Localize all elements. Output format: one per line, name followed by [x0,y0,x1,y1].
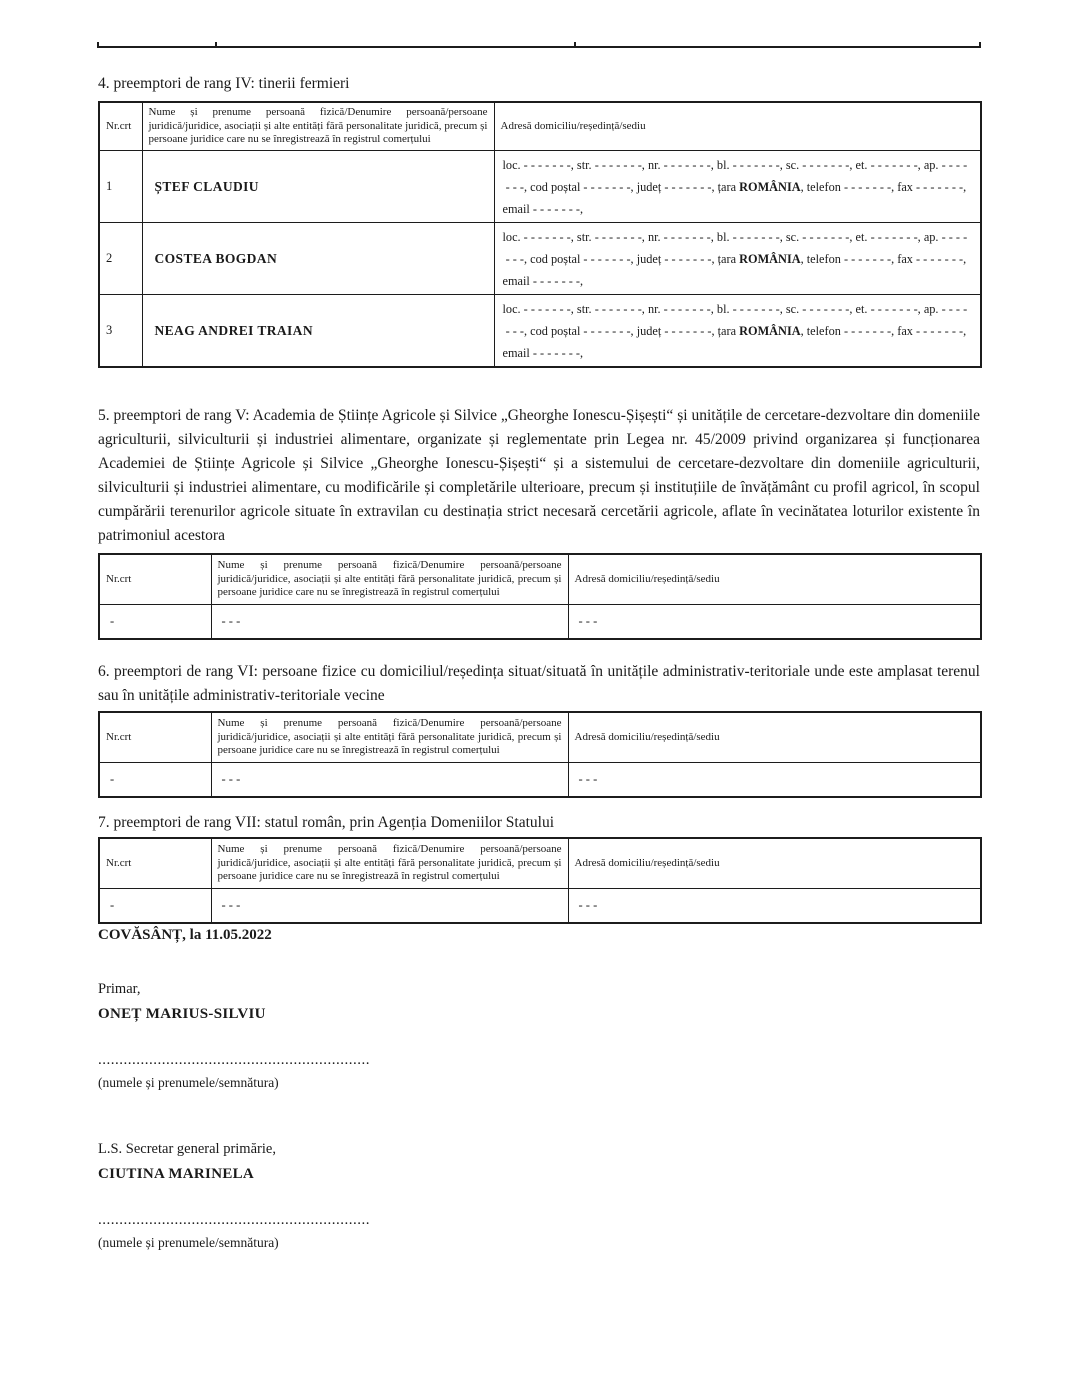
table-border-tick [215,42,217,48]
preemptor-name: - - - [211,889,568,924]
rank6-preemptors-table [98,711,982,798]
col-header-name: Nume și prenume persoană fizică/Denumire persoană/persoane juridică/juridice, asociații și alte entități fără personalitate juridică, precum și persoane juridice care nu se înregistrează în registrul comerțului [211,554,568,605]
mayor-signature-block [98,977,980,1093]
secretary-title: L.S. Secretar general primărie, [98,1141,276,1157]
col-header-address: Adresă domiciliu/reședință/sediu [568,838,981,889]
mayor-name: ONEȚ MARIUS-SILVIU [98,1006,266,1022]
section-6-heading: 6. preemptori de rang VI: persoane fizice cu domiciliul/reședința situat/situată în unitățile administrativ-teritoriale unde este amplasat terenul sau în unitățile administrativ-teritoriale vecine [98,663,980,704]
table-border-tick [979,42,981,48]
table-header-row [99,838,981,889]
col-header-nr: Nr.crt [99,554,211,605]
table-row [99,763,981,798]
section-4-heading: 4. preemptori de rang IV: tinerii fermieri [98,75,350,92]
table-row [99,295,981,368]
table-row [99,223,981,295]
rank5-preemptors-table [98,553,982,640]
address-country: ROMÂNIA [739,179,801,194]
preemptor-name: NEAG ANDREI TRAIAN [142,295,494,368]
section-5-heading: 5. preemptori de rang V: Academia de Științe Agricole și Silvice „Gheorghe Ionescu-Șișești“ și unitățile de cercetare-dezvoltare din domeniile agriculturii, silviculturii și industriei alimentare, organizate și reglementate prin Legea nr. 45/2009 privind organizarea și funcționarea Academiei de Științe Agricole și Silvice „Gheorghe Ionescu-Șișești“ și a sistemului de cercetare-dezvoltare din domeniile agriculturii, silviculturii și industriei alimentare, cu modificările și completările ulterioare, precum și instituțiile de învățământ cu profil agricol, în scopul cumpărării terenurilor agricole situate în extravilan cu destinația strict necesară cercetării agricole, aflate în vecinătatea loturilor existente în patrimoniul acestora [98,407,980,544]
address-country: ROMÂNIA [739,323,801,338]
preemptor-name: ȘTEF CLAUDIU [142,151,494,223]
col-header-name: Nume și prenume persoană fizică/Denumire persoană/persoane juridică/juridice, asociații și alte entități fără personalitate juridică, precum și persoane juridice care nu se înregistrează în registrul comerțului [211,838,568,889]
col-header-name: Nume și prenume persoană fizică/Denumire persoană/persoane juridică/juridice, asociații și alte entități fără personalitate juridică, precum și persoane juridice care nu se înregistrează în registrul comerțului [211,712,568,763]
secretary-signature-block [98,1137,980,1253]
col-header-address: Adresă domiciliu/reședință/sediu [568,712,981,763]
address-after-country: , telefon - - - - - - -, fax - - - - - - -, email - - - - - - -, [502,179,967,216]
table-row [99,151,981,223]
row-number: 1 [99,151,142,223]
col-header-nr: Nr.crt [99,712,211,763]
preemptor-address [494,295,981,368]
col-header-name: Nume și prenume persoană fizică/Denumire persoană/persoane juridică/juridice, asociații și alte entități fără personalitate juridică, precum și persoane juridice care nu se înregistrează în registrul comerțului [142,102,494,151]
preemptor-address: - - - [568,605,981,640]
col-header-nr: Nr.crt [99,102,142,151]
signature-line: ................................................................ [98,1212,370,1228]
document-content [98,74,980,1253]
row-number: - [99,605,211,640]
address-before-country: loc. - - - - - - -, str. - - - - - - -, nr. - - - - - - -, bl. - - - - - - -, sc. - - - - - - -, et. - - - - - - -, ap. - - - - - - -, cod poștal - - - - - - -, județ - - - - - - -, țara [502,157,968,194]
col-header-address: Adresă domiciliu/reședință/sediu [568,554,981,605]
col-header-nr: Nr.crt [99,838,211,889]
signature-footer [98,924,980,1253]
row-number: - [99,763,211,798]
preemptor-address: - - - [568,889,981,924]
table-header-row [99,712,981,763]
row-number: 2 [99,223,142,295]
signature-caption: (numele și prenumele/semnătura) [98,1075,279,1090]
table-row [99,889,981,924]
table-border-tick [97,42,99,48]
address-country: ROMÂNIA [739,251,801,266]
previous-table-bottom-border [97,46,981,48]
table-header-row [99,102,981,151]
address-after-country: , telefon - - - - - - -, fax - - - - - - -, email - - - - - - -, [502,251,967,288]
table-row [99,605,981,640]
mayor-title: Primar, [98,981,141,997]
rank7-preemptors-table [98,837,982,924]
address-after-country: , telefon - - - - - - -, fax - - - - - - -, email - - - - - - -, [502,323,967,360]
preemptor-address [494,223,981,295]
rank4-preemptors-table [98,101,982,368]
address-before-country: loc. - - - - - - -, str. - - - - - - -, nr. - - - - - - -, bl. - - - - - - -, sc. - - - - - - -, et. - - - - - - -, ap. - - - - - - -, cod poștal - - - - - - -, județ - - - - - - -, țara [502,301,968,338]
table-border-tick [574,42,576,48]
signature-line: ................................................................ [98,1052,370,1068]
preemptor-address: - - - [568,763,981,798]
place-and-date: COVĂSÂNȚ, la 11.05.2022 [98,927,272,943]
row-number: - [99,889,211,924]
row-number: 3 [99,295,142,368]
preemptor-name: - - - [211,763,568,798]
preemptor-name: COSTEA BOGDAN [142,223,494,295]
col-header-address: Adresă domiciliu/reședință/sediu [494,102,981,151]
section-7-heading: 7. preemptori de rang VII: statul român, prin Agenția Domeniilor Statului [98,814,555,831]
preemptor-name: - - - [211,605,568,640]
table-header-row [99,554,981,605]
secretary-name: CIUTINA MARINELA [98,1166,255,1182]
address-before-country: loc. - - - - - - -, str. - - - - - - -, nr. - - - - - - -, bl. - - - - - - -, sc. - - - - - - -, et. - - - - - - -, ap. - - - - - - -, cod poștal - - - - - - -, județ - - - - - - -, țara [502,229,968,266]
signature-caption: (numele și prenumele/semnătura) [98,1235,279,1250]
preemptor-address [494,151,981,223]
